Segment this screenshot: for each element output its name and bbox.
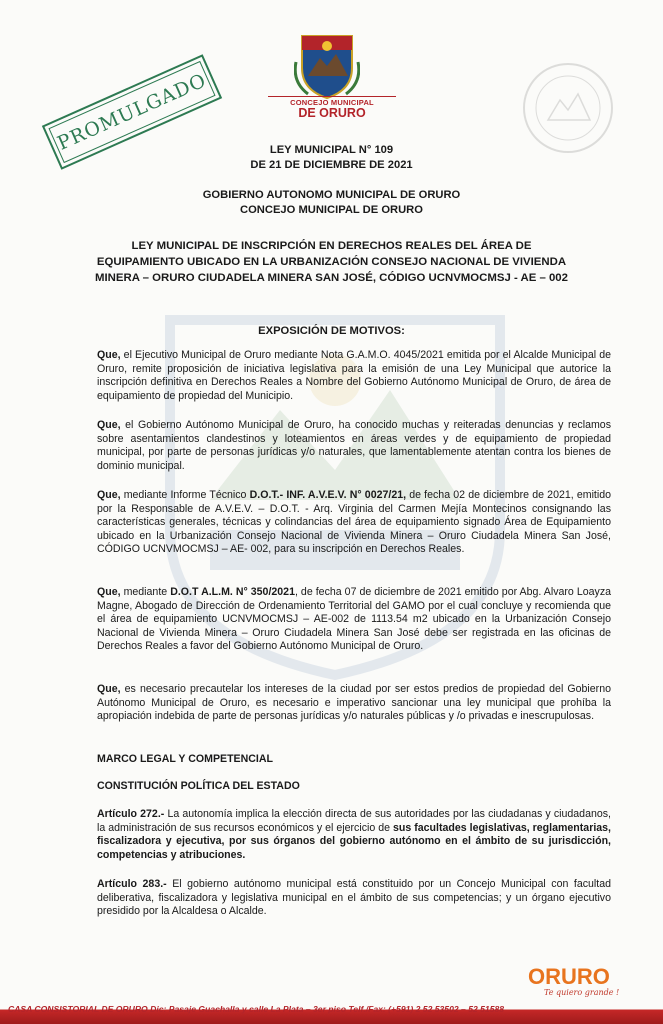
- article-text: La autonomía implica la elección directa de sus autoridades por las ciudadanas y ciudadanos, la administración de sus recursos económicos y el ejercicio de: [97, 808, 611, 834]
- paragraph-3: [97, 489, 611, 557]
- constitucion-heading: CONSTITUCIÓN POLÍTICA DEL ESTADO: [97, 780, 300, 792]
- seal-icon: [520, 60, 616, 156]
- legal-reference: D.O.T A.L.M. N° 350/2021: [170, 586, 295, 598]
- paragraph-text: de fecha 02 de diciembre de 2021, emitido por la Responsable de A.V.E.V. – D.O.T. - Arq. Virginia del Carmen Mejía Montecinos consignando las características generales, técnicas y colindancias del área de equipamiento signado Área de Equipamiento ubicado en la Urbanización Consejo Nacional de Vivienda Minera – Oruro Ciudadela Minera San José, CÓDIGO UCNVMOCMSJ – AE- 002, para su inscripción en Derechos Reales.: [97, 489, 612, 556]
- exposicion-heading: EXPOSICIÓN DE MOTIVOS:: [258, 325, 405, 337]
- article-283: [97, 878, 611, 919]
- municipal-crest-icon: [294, 32, 360, 100]
- article-text: El gobierno autónomo municipal está constituido por un Concejo Municipal con facultad deliberativa, fiscalizadora y legislativa municipal en el ámbito de sus competencias; y un órgano ejecutivo presidido por la Alcaldesa o Alcalde.: [97, 878, 611, 918]
- stamp-text: PROMULGADO: [54, 69, 210, 155]
- concejo-line2: DE ORURO: [298, 106, 366, 120]
- paragraph-text: mediante Informe Técnico: [120, 489, 250, 501]
- article-bold-text: sus facultades legislativas, reglamentarias, fiscalizadora y ejecutiva, por sus órganos del gobierno autónomo en el ámbito de su jurisdicción, competencias y atribuciones.: [97, 821, 611, 861]
- gov-line2: CONCEJO MUNICIPAL DE ORURO: [240, 204, 423, 216]
- paragraph-lead: Que,: [97, 489, 121, 501]
- article-lead: Artículo 283.-: [97, 878, 167, 890]
- paragraph-lead: Que,: [97, 586, 121, 598]
- law-title-line1: LEY MUNICIPAL DE INSCRIPCIÓN EN DERECHOS REALES DEL ÁREA DE: [131, 240, 532, 252]
- gov-line1: GOBIERNO AUTONOMO MUNICIPAL DE ORURO: [202, 189, 461, 201]
- footer-address: CASA CONSISTORIAL DE ORURO Dic: Pasaje Guachalla y calle La Plata – 3er piso Telf./Fax: (+591) 2 52 53502 – 52 51588: [8, 1004, 505, 1014]
- law-title: [60, 238, 603, 286]
- paragraph-2: [97, 419, 611, 473]
- law-number: LEY MUNICIPAL N° 109: [269, 144, 394, 156]
- paragraph-lead: Que,: [97, 419, 121, 431]
- law-heading: [60, 143, 603, 173]
- law-date: DE 21 DE DICIEMBRE DE 2021: [250, 159, 413, 171]
- paragraph-1: [97, 349, 611, 403]
- oruro-brand-logo: [528, 966, 648, 997]
- paragraph-4: [97, 586, 611, 654]
- law-title-line3: MINERA – ORURO CIUDADELA MINERA SAN JOSÉ, CÓDIGO UCNVMOCMSJ - AE – 002: [95, 272, 568, 284]
- report-reference: D.O.T.- INF. A.V.E.V. N° 0027/21,: [249, 489, 407, 501]
- paragraph-text: , de fecha 07 de diciembre de 2021 emitido por Abg. Alvaro Loayza Magne, Abogado de Dirección de Ordenamiento Territorial del GAMO por el cual concluye y recomienda que el área de equipamiento UCNVMOCMSJ – AE-002 de 1113.54 m2 ubicado en la Urbanización Consejo Nacional de Vivienda Minera – Oruro Ciudadela Minera San José debe ser registrada en las oficinas de Derechos Reales a favor del Gobierno Autónomo Municipal de Oruro.: [97, 586, 612, 653]
- marco-legal-heading: MARCO LEGAL Y COMPETENCIAL: [97, 753, 273, 765]
- concejo-line1: CONCEJO MUNICIPAL: [268, 96, 396, 107]
- paragraph-text: el Ejecutivo Municipal de Oruro mediante Nota G.A.M.O. 4045/2021 emitida por el Alcalde Municipal de Oruro, remite proposición de iniciativa legislativa para la emisión de una Ley Municipal que autorice la inscripción definitiva en Derechos Reales a Nombre del Gobierno Autónomo Municipal de Oruro, de área de equipamiento de propiedad del Municipio.: [97, 349, 611, 402]
- paragraph-5: [97, 683, 611, 724]
- paragraph-lead: Que,: [97, 683, 121, 695]
- concejo-logo-text: [268, 96, 396, 119]
- brand-name: ORURO: [528, 964, 610, 989]
- article-272: [97, 808, 611, 862]
- paragraph-lead: Que,: [97, 349, 121, 361]
- brand-tagline: Te quiero grande !: [544, 988, 620, 997]
- law-title-line2: EQUIPAMIENTO UBICADO EN LA URBANIZACIÓN CONSEJO NACIONAL DE VIVIENDA: [96, 256, 567, 268]
- government-heading: [60, 188, 603, 218]
- paragraph-text: es necesario precautelar los intereses de la ciudad por ser estos predios de propiedad del Gobierno Autónomo Municipal de Oruro, es necesario e imperativo sancionar una ley municipal que prohíba la apropiación indebida de parte de personas jurídicas y/o naturales públicas y /o privadas e inescrupulosas.: [97, 683, 611, 723]
- paragraph-text: el Gobierno Autónomo Municipal de Oruro, ha conocido muchas y reiteradas denuncias y reclamos sobre asentamientos clandestinos y loteamientos en áreas verdes y de equipamiento de propiedad municipal, por parte de personas jurídicas y/o naturales, que lamentablemente atentan contra los bienes de dominio municipal.: [97, 419, 611, 472]
- paragraph-text: mediante: [120, 586, 171, 598]
- article-lead: Artículo 272.-: [97, 808, 165, 820]
